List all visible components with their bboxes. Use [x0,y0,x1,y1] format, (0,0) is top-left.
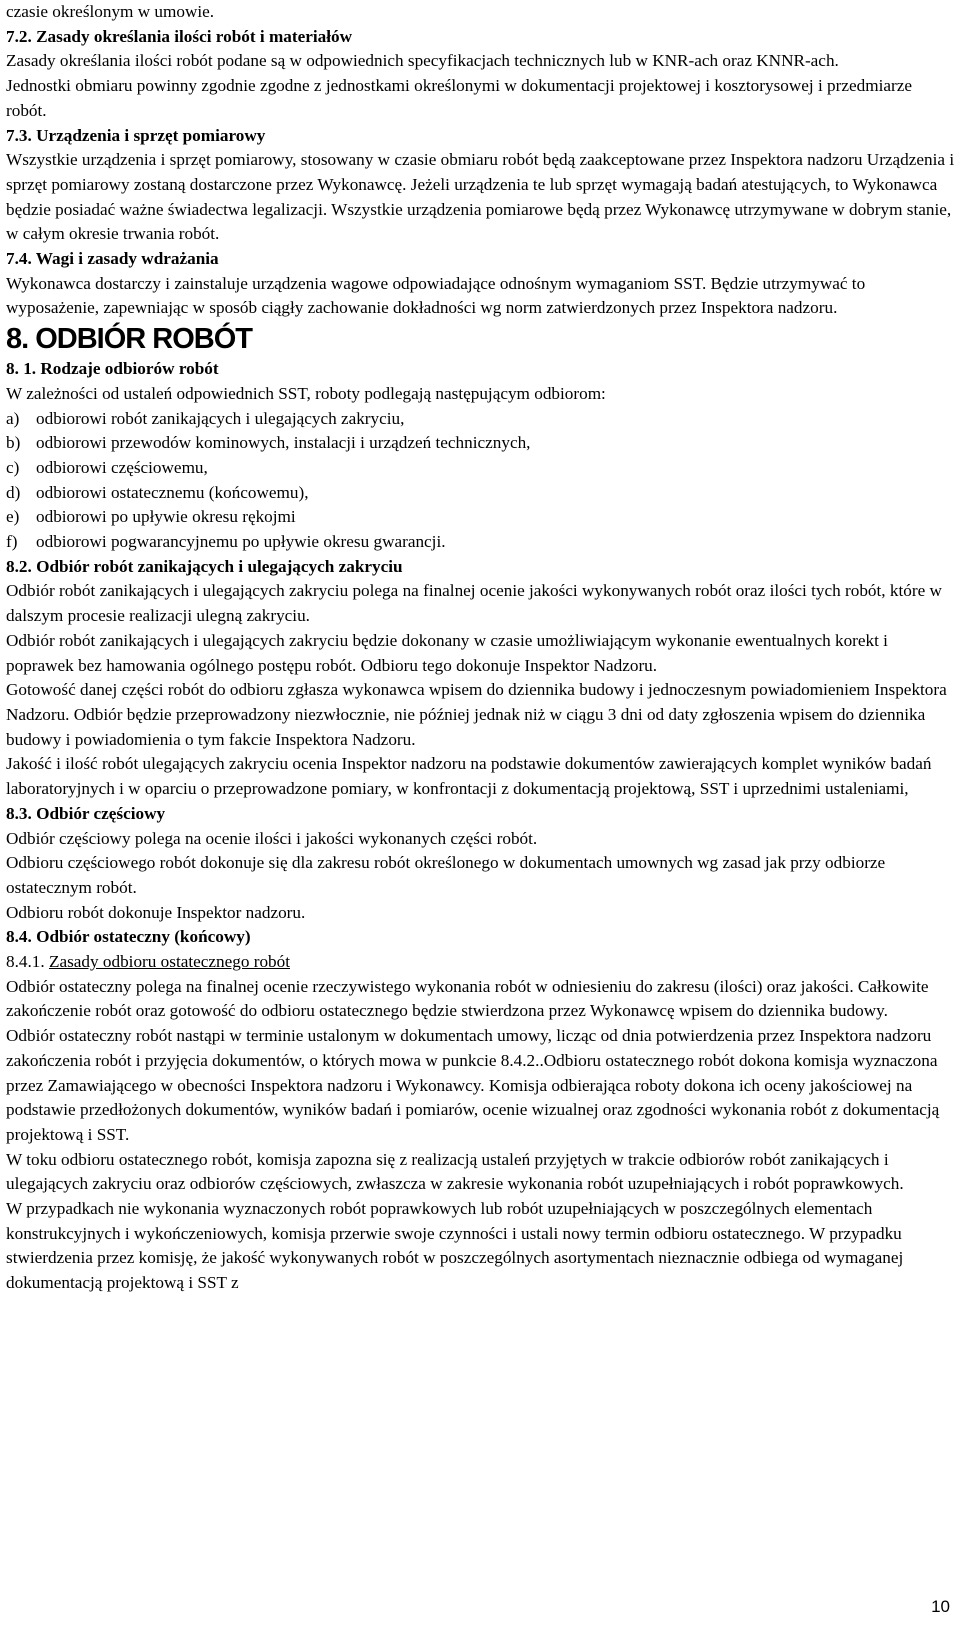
list-marker: d) [6,482,21,502]
list-item-text: odbiorowi ostatecznemu (końcowemu), [36,482,309,502]
section-heading-7-4: 7.4. Wagi i zasady wdrażania [6,249,219,269]
list-item-text: odbiorowi robót zanikających i ulegających zakryciu, [36,408,405,428]
list-item [6,505,956,530]
section-heading-8-4: 8.4. Odbiór ostateczny (końcowy) [6,927,251,947]
paragraph: Jakość i ilość robót ulegających zakryciu ocenia Inspektor nadzoru na podstawie dokumentów zawierających komplet wyników badań laboratoryjnych i w oparciu o przeprowadzone pomiary, w konfrontacji z dokumentacją projektową, SST i uprzednimi ustaleniami, [6,754,932,799]
list-marker: e) [6,507,20,527]
section-heading-7-3: 7.3. Urządzenia i sprzęt pomiarowy [6,125,266,145]
paragraph: Odbiór ostateczny robót nastąpi w terminie ustalonym w dokumentach umowy, licząc od dnia potwierdzenia przez Inspektora nadzoru zakończenia robót i przyjęcia dokumentów, o których mowa w punkcie 8.4.2..Odbioru ostatecznego robót dokona komisja wyznaczona przez Zamawiającego w obecności Inspektora nadzoru i Wykonawcy. Komisja odbierająca roboty dokona ich oceny jakościowej na podstawie przedłożonych dokumentów, wyników badań i pomiarów, ocenie wizualnej oraz zgodności wykonania robót z dokumentacją projektową i SST. [6,1026,940,1144]
list-item-text: odbiorowi pogwarancyjnemu po upływie okresu gwarancji. [36,532,446,552]
chapter-heading-8: 8. ODBIÓR ROBÓT [6,323,253,356]
list-marker: b) [6,433,21,453]
section-heading-8-3: 8.3. Odbiór częściowy [6,803,166,823]
paragraph: czasie określonym w umowie. [6,2,215,21]
paragraph: W toku odbioru ostatecznego robót, komisja zapozna się z realizacją ustaleń przyjętych w trakcie odbiorów robót zanikających i ulegających zakryciu oraz odbiorów częściowych, zwłaszcza w zakresie wykonania robót uzupełniających i robót poprawkowych. [6,1149,904,1194]
list-item [6,481,956,506]
list-item-text: odbiorowi częściowemu, [36,457,208,477]
list-marker: c) [6,457,20,477]
paragraph: Jednostki obmiaru powinny zgodnie zgodne z jednostkami określonymi w dokumentacji projektowej i kosztorysowej i przedmiarze robót. [6,76,912,120]
list-item [6,530,956,555]
section-heading-7-2: 7.2. Zasady określania ilości robót i materiałów [6,26,352,46]
paragraph: Wszystkie urządzenia i sprzęt pomiarowy, stosowany w czasie obmiaru robót będą zaakceptowane przez Inspektora nadzoru Urządzenia i sprzęt pomiarowy zostaną dostarczone przez Wykonawcę. Jeżeli urządzenia te lub sprzęt wymagają badań atestujących, to Wykonawca będzie posiadać ważne świadectwa legalizacji. Wszystkie urządzenia pomiarowe będą przez Wykonawcę utrzymywane w dobrym stanie, w całym okresie trwania robót. [6,150,955,244]
document-page [6,0,956,1296]
section-heading-8-2: 8.2. Odbiór robót zanikających i ulegających zakryciu [6,556,403,576]
paragraph: Zasady określania ilości robót podane są w odpowiednich specyfikacjach technicznych lub w KNR-ach oraz KNNR-ach. [6,51,839,71]
paragraph: Odbiór robót zanikających i ulegających zakryciu polega na finalnej ocenie jakości wykonywanych robót oraz ilości tych robót, które w dalszym procesie realizacji ulegną zakryciu. [6,581,942,626]
list-marker: f) [6,532,18,552]
subsection-title: Zasady odbioru ostatecznego robót [48,952,290,972]
paragraph: Gotowość danej części robót do odbioru zgłasza wykonawca wpisem do dziennika budowy i jednoczesnym powiadomieniem Inspektora Nadzoru. Odbiór będzie przeprowadzony niezwłocznie, nie później jednak niż w ciągu 3 dni od daty zgłoszenia wpisem do dziennika budowy i powiadomienia o tym fakcie Inspektora Nadzoru. [6,680,947,749]
subsection-number: 8.4.1. [6,952,49,972]
section-heading-8-1: 8. 1. Rodzaje odbiorów robót [6,359,219,379]
paragraph: W przypadkach nie wykonania wyznaczonych robót poprawkowych lub robót uzupełniających w poszczególnych elementach konstrukcyjnych i wykończeniowych, komisja przerwie swoje czynności i ustali nowy termin odbioru ostatecznego. W przypadku stwierdzenia przez komisję, że jakość wykonywanych robót w poszczególnych asortymentach nieznacznie odbiega od wymaganej dokumentacją projektową i SST z [6,1199,904,1293]
subsection-heading-8-4-1 [6,950,956,975]
paragraph: Odbioru robót dokonuje Inspektor nadzoru. [6,902,306,922]
paragraph: Odbioru częściowego robót dokonuje się dla zakresu robót określonego w dokumentach umownych wg zasad jak przy odbiorze ostatecznym robót. [6,853,886,897]
list-item [6,431,956,456]
paragraph: Odbiór ostateczny polega na finalnej ocenie rzeczywistego wykonania robót w odniesieniu do zakresu (ilości) oraz jakości. Całkowite zakończenie robót oraz gotowość do odbioru ostatecznego będzie stwierdzona przez Wykonawcę wpisem do dziennika budowy. [6,976,929,1021]
paragraph: Odbiór częściowy polega na ocenie ilości i jakości wykonanych części robót. [6,828,538,848]
paragraph: Wykonawca dostarczy i zainstaluje urządzenia wagowe odpowiadające odnośnym wymaganiom SST. Będzie utrzymywać to wyposażenie, zapewniając w sposób ciągły zachowanie dokładności wg norm zatwierdzonych przez Inspektora nadzoru. [6,273,866,318]
list-item-text: odbiorowi przewodów kominowych, instalacji i urządzeń technicznych, [36,433,531,453]
paragraph: Odbiór robót zanikających i ulegających zakryciu będzie dokonany w czasie umożliwiającym wykonanie ewentualnych korekt i poprawek bez hamowania ogólnego postępu robót. Odbioru tego dokonuje Inspektor Nadzoru. [6,630,888,675]
list-item-text: odbiorowi po upływie okresu rękojmi [36,507,296,527]
page-number: 10 [931,1597,950,1616]
list-marker: a) [6,408,20,428]
paragraph: W zależności od ustaleń odpowiednich SST, roboty podlegają następującym odbiorom: [6,383,606,403]
list-item [6,456,956,481]
list-item [6,407,956,432]
acceptance-types-list [6,407,956,555]
